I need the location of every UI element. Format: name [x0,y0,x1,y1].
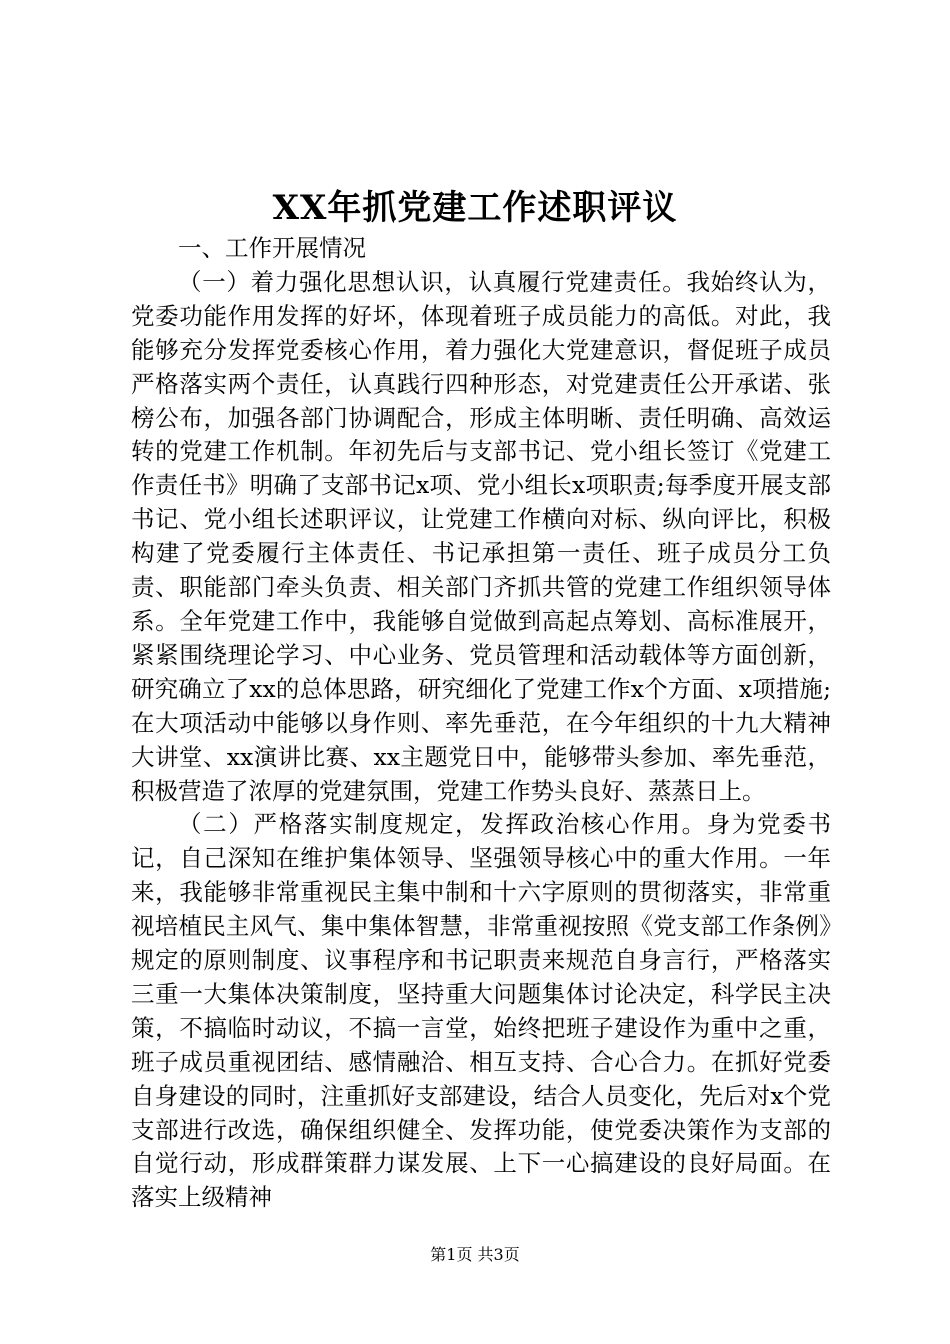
section-heading: 一、工作开展情况 [178,234,366,262]
body-paragraph-2: （二）严格落实制度规定，发挥政治核心作用。身为党委书记，自己深知在维护集体领导、坚强领导核心中的重大作用。一年来，我能够非常重视民主集中制和十六字原则的贯彻落实，非常重视培植民主风气、集中集体智慧，非常重视按照《党支部工作条例》规定的原则制度、议事程序和书记职责来规范自身言行，严格落实三重一大集体决策制度，坚持重大问题集体讨论决定，科学民主决策，不搞临时动议，不搞一言堂，始终把班子建设作为重中之重，班子成员重视团结、感情融洽、相互支持、合心合力。在抓好党委自身建设的同时，注重抓好支部建设，结合人员变化，先后对x个党支部进行改选，确保组织健全、发挥功能，使党委决策作为支部的自觉行动，形成群策群力谋发展、上下一心搞建设的良好局面。在落实上级精神 [131,810,831,1212]
document-body [131,232,831,1215]
body-paragraph-1: （一）着力强化思想认识，认真履行党建责任。我始终认为，党委功能作用发挥的好坏，体现着班子成员能力的高低。对此，我能够充分发挥党委核心作用，着力强化大党建意识，督促班子成员严格落实两个责任，认真践行四种形态，对党建责任公开承诺、张榜公布，加强各部门协调配合，形成主体明晰、责任明确、高效运转的党建工作机制。年初先后与支部书记、党小组长签订《党建工作责任书》明确了支部书记x项、党小组长x项职责;每季度开展支部书记、党小组长述职评议，让党建工作横向对标、纵向评比，积极构建了党委履行主体责任、书记承担第一责任、班子成员分工负责、职能部门牵头负责、相关部门齐抓共管的党建工作组织领导体系。全年党建工作中，我能够自觉做到高起点筹划、高标准展开，紧紧围绕理论学习、中心业务、党员管理和活动载体等方面创新，研究确立了xx的总体思路，研究细化了党建工作x个方面、x项措施;在大项活动中能够以身作则、率先垂范，在今年组织的十九大精神大讲堂、xx演讲比赛、xx主题党日中，能够带头参加、率先垂范，积极营造了浓厚的党建氛围，党建工作势头良好、蒸蒸日上。 [131,267,831,805]
page-footer: 第1页 共3页 [430,1245,520,1264]
document-title: XX年抓党建工作述职评议 [272,188,678,228]
